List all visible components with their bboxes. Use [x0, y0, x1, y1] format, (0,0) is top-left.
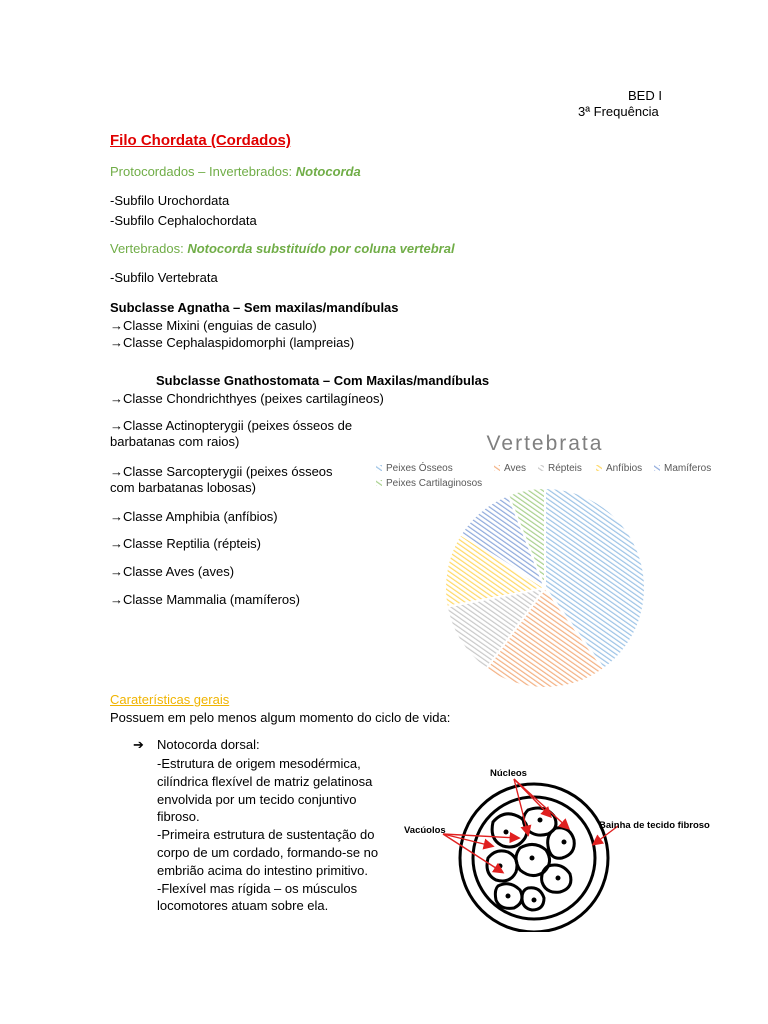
gnathostomata-item: →Classe Sarcopterygii (peixes ósseos com barbatanas lobosas) [110, 464, 333, 495]
caracteristicas-heading[interactable]: Caraterísticas gerais [110, 692, 230, 707]
exam-label: 3ª Frequência [578, 104, 659, 119]
legend-entry [376, 461, 453, 474]
protocordados-line [110, 164, 361, 180]
description-line: embrião acima do intestino primitivo. [157, 862, 368, 878]
legend-swatch [596, 465, 602, 471]
legend-entry [538, 463, 582, 474]
legend-label: Peixes Ósseos [386, 463, 453, 474]
notocorda-diagram [398, 762, 718, 932]
legend-entry [494, 463, 526, 474]
gnathostomata-item: →Classe Chondrichthyes (peixes cartilagíneos) [110, 391, 384, 406]
gnathostomata-heading: Subclasse Gnathostomata – Com Maxilas/mandíbulas [156, 373, 490, 388]
legend-entry [376, 478, 482, 489]
agnatha-item: →Classe Mixini (enguias de casulo) [110, 318, 317, 333]
description-line: fibroso. [157, 809, 200, 825]
legend-entry [654, 463, 711, 474]
notocorda-description [157, 755, 378, 915]
legend-swatch [376, 480, 382, 486]
description-line: envolvida por um tecido conjuntivo [157, 791, 357, 807]
page-title: Filo Chordata (Cordados) [110, 132, 291, 149]
vertebrata-pie-chart [360, 422, 740, 690]
label-vacuolos: Vacúolos [404, 825, 446, 836]
subfilo-cephalochordata: -Subfilo Cephalochordata [110, 213, 257, 228]
legend-label: Aves [504, 463, 527, 474]
agnatha-item: →Classe Cephalaspidomorphi (lampreias) [110, 335, 355, 350]
gnathostomata-item: →Classe Mammalia (mamíferos) [110, 592, 300, 607]
description-line: -Primeira estrutura de sustentação do [157, 827, 375, 843]
notocorda-title: Notocorda dorsal: [157, 737, 260, 752]
gnathostomata-item: →Classe Aves (aves) [110, 564, 235, 579]
arrow-bullet-icon: ➔ [133, 737, 144, 752]
legend-swatch [376, 465, 382, 471]
legend-label: Peixes Cartilaginosos [386, 478, 483, 489]
vertebrados-prefix: Vertebrados: [110, 241, 188, 256]
protocordados-emphasis: Notocorda [295, 164, 361, 179]
chart-title: Vertebrata [486, 432, 604, 455]
legend-swatch [494, 465, 500, 471]
legend-label: Anfíbios [606, 463, 643, 474]
protocordados-prefix: Protocordados – Invertebrados: [110, 164, 296, 179]
description-line: cilíndrica flexível de matriz gelatinosa [157, 773, 373, 789]
legend-entry [596, 463, 642, 474]
agnatha-heading: Subclasse Agnatha – Sem maxilas/mandíbulas [110, 300, 399, 315]
label-bainha: Bainha de tecido fibroso [599, 820, 710, 831]
gnathostomata-item: →Classe Reptilia (répteis) [110, 536, 261, 551]
legend-swatch [538, 465, 544, 471]
gnathostomata-item: →Classe Amphibia (anfíbios) [110, 509, 278, 524]
subfilo-urochordata: -Subfilo Urochordata [110, 193, 230, 208]
description-line: -Estrutura de origem mesodérmica, [157, 756, 361, 771]
description-line: locomotores atuam sobre ela. [157, 898, 329, 914]
gnathostomata-item: →Classe Actinopterygii (peixes ósseos de barbatanas com raios) [110, 418, 353, 449]
legend-swatch [654, 465, 660, 471]
course-label: BED I [628, 88, 662, 103]
legend-label: Répteis [548, 463, 582, 474]
description-line: corpo de um cordado, formando-se no [157, 844, 379, 860]
description-line: -Flexível mas rígida – os músculos [157, 880, 358, 896]
chart-legend [376, 461, 711, 489]
chart-slices [445, 488, 645, 688]
vertebrados-line [110, 241, 455, 257]
subfilo-vertebrata: -Subfilo Vertebrata [110, 270, 218, 285]
legend-label: Mamíferos [664, 463, 712, 474]
caracteristicas-intro: Possuem em pelo menos algum momento do ciclo de vida: [110, 710, 451, 725]
vertebrados-emphasis: Notocorda substituído por coluna vertebral [187, 241, 455, 256]
label-nucleos: Núcleos [490, 768, 527, 779]
